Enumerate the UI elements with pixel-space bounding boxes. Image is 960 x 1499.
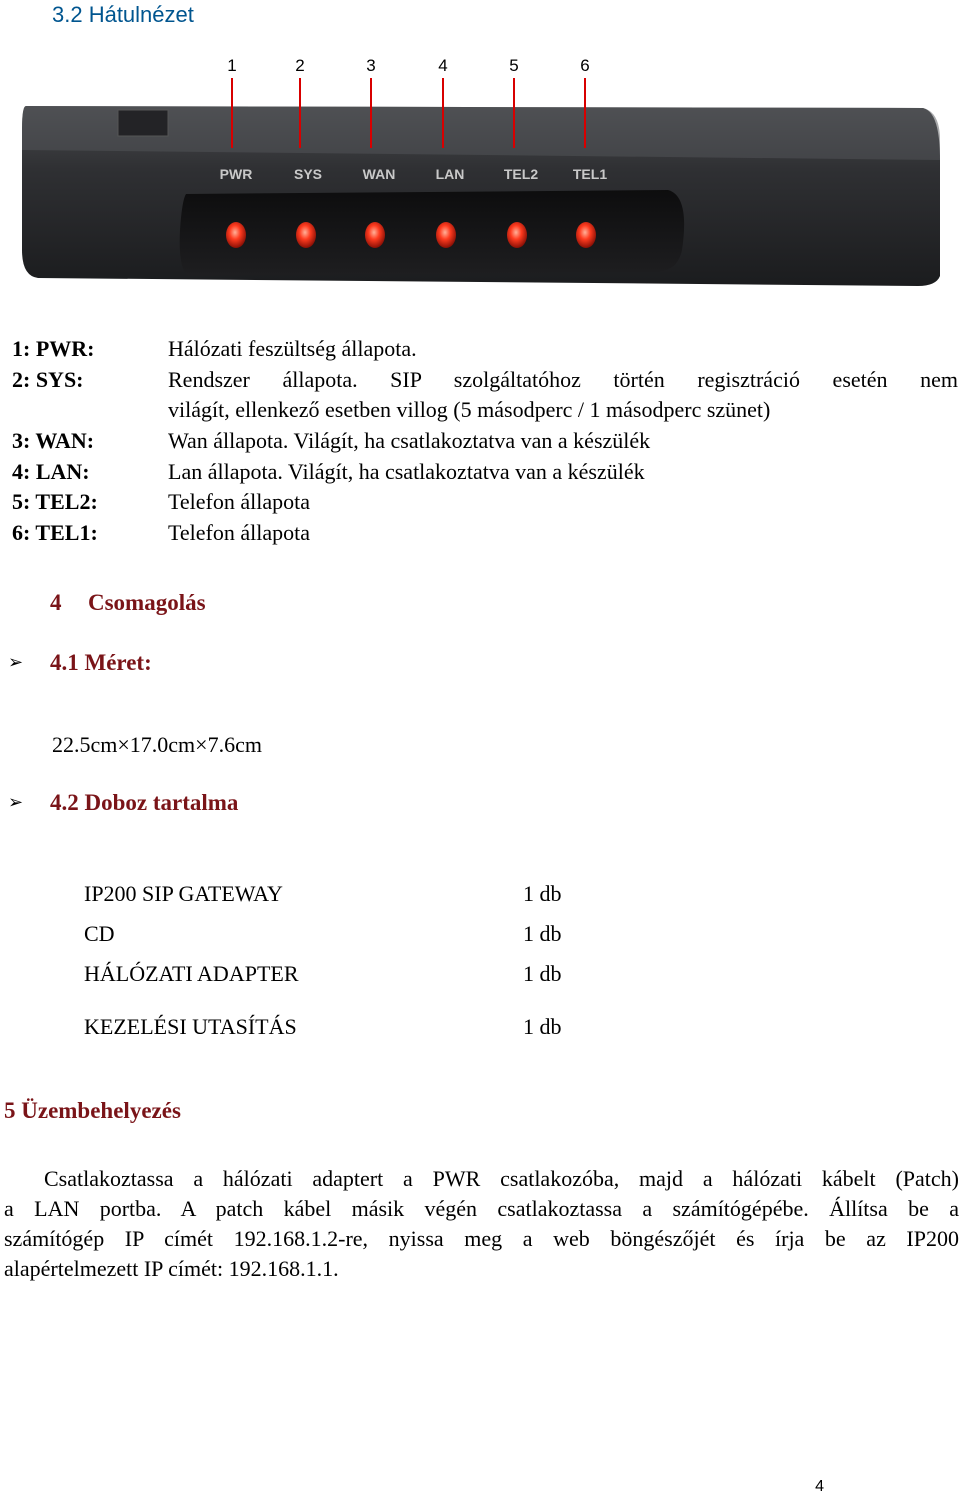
callout-line-1	[231, 78, 233, 148]
page-number: 4	[815, 1478, 824, 1495]
led-item-label: 2: SYS:	[12, 367, 84, 392]
box-item-qty: 1 db	[523, 1014, 562, 1039]
size-value: 22.5cm×17.0cm×7.6cm	[52, 732, 262, 757]
led-tel2	[507, 222, 527, 248]
section-title-5: 5 Üzembehelyezés	[4, 1098, 181, 1123]
led-item-label: 5: TEL2:	[12, 489, 98, 514]
led-item-desc: Lan állapota. Világít, ha csatlakoztatva van a készülék	[168, 459, 645, 484]
box-item-name: CD	[84, 921, 115, 946]
led-item-desc: Telefon állapota	[168, 489, 311, 514]
callout-line-4	[442, 78, 444, 148]
led-item-label: 4: LAN:	[12, 459, 90, 484]
callout-number-5: 5	[509, 56, 519, 75]
callout-line-6	[584, 78, 586, 148]
led-tel1	[576, 222, 596, 248]
callout-number-6: 6	[580, 56, 590, 75]
device-figure	[0, 0, 960, 300]
led-item-desc: Telefon állapota	[168, 520, 311, 545]
subsection-title-box: 4.2 Doboz tartalma	[50, 790, 239, 815]
box-item-qty: 1 db	[523, 961, 562, 986]
callout-number-3: 3	[366, 56, 376, 75]
box-item-name: KEZELÉSI UTASÍTÁS	[84, 1014, 297, 1039]
led-pwr	[226, 222, 246, 248]
led-label-tel2: TEL2	[503, 166, 539, 182]
box-item-name: HÁLÓZATI ADAPTER	[84, 961, 299, 986]
section-title-3-2: 3.2 Hátulnézet	[52, 2, 194, 27]
led-label-wan: WAN	[362, 166, 396, 182]
led-item-label: 6: TEL1:	[12, 520, 98, 545]
led-description-list	[0, 336, 960, 556]
callout-line-3	[370, 78, 372, 148]
box-item-qty: 1 db	[523, 881, 562, 906]
callout-line-2	[299, 78, 301, 148]
box-item-qty: 1 db	[523, 921, 562, 946]
section-number: 4	[50, 590, 62, 615]
led-label-sys: SYS	[293, 166, 323, 182]
callout-number-1: 1	[227, 56, 237, 75]
bullet-arrow-icon: ➢	[8, 652, 24, 672]
led-label-pwr: PWR	[219, 166, 253, 182]
led-item-label: 1: PWR:	[12, 336, 95, 361]
led-item-desc: világít, ellenkező esetben villog (5 másodperc / 1 másodperc szünet)	[168, 397, 771, 422]
led-item-desc: Hálózati feszültség állapota.	[168, 336, 417, 361]
section-title-4	[50, 590, 206, 616]
led-lan	[436, 222, 456, 248]
box-item-name: IP200 SIP GATEWAY	[84, 881, 283, 906]
led-item-desc: Wan állapota. Világít, ha csatlakoztatva van a készülék	[168, 428, 651, 453]
section-title-text: Csomagolás	[88, 590, 206, 615]
led-label-tel1: TEL1	[572, 166, 608, 182]
led-panel	[180, 190, 684, 276]
paragraph-line: számítógép IP címét 192.168.1.2-re, nyissa meg a web böngészőjét és írja be az IP200	[4, 1226, 959, 1251]
led-sys	[296, 222, 316, 248]
device-photo	[18, 100, 943, 286]
callout-number-4: 4	[438, 56, 448, 75]
paragraph-line: a LAN portba. A patch kábel másik végén csatlakoztassa a számítógépébe. Állítsa be a	[4, 1196, 959, 1221]
led-label-lan: LAN	[435, 166, 465, 182]
subsection-title-size: 4.1 Méret:	[50, 650, 152, 675]
paragraph-line: Csatlakoztassa a hálózati adaptert a PWR csatlakozóba, majd a hálózati kábelt (Patch)	[44, 1166, 959, 1191]
callout-number-2: 2	[295, 56, 305, 75]
bullet-arrow-icon: ➢	[8, 792, 24, 812]
led-item-desc: Rendszer állapota. SIP szolgáltatóhoz történ regisztráció esetén nem	[168, 367, 958, 392]
paragraph-line: alapértelmezett IP címét: 192.168.1.1.	[4, 1256, 339, 1281]
device-slot	[118, 110, 168, 136]
led-item-label: 3: WAN:	[12, 428, 95, 453]
callout-line-5	[513, 78, 515, 148]
setup-paragraph	[4, 1164, 959, 1284]
led-wan	[365, 222, 385, 248]
